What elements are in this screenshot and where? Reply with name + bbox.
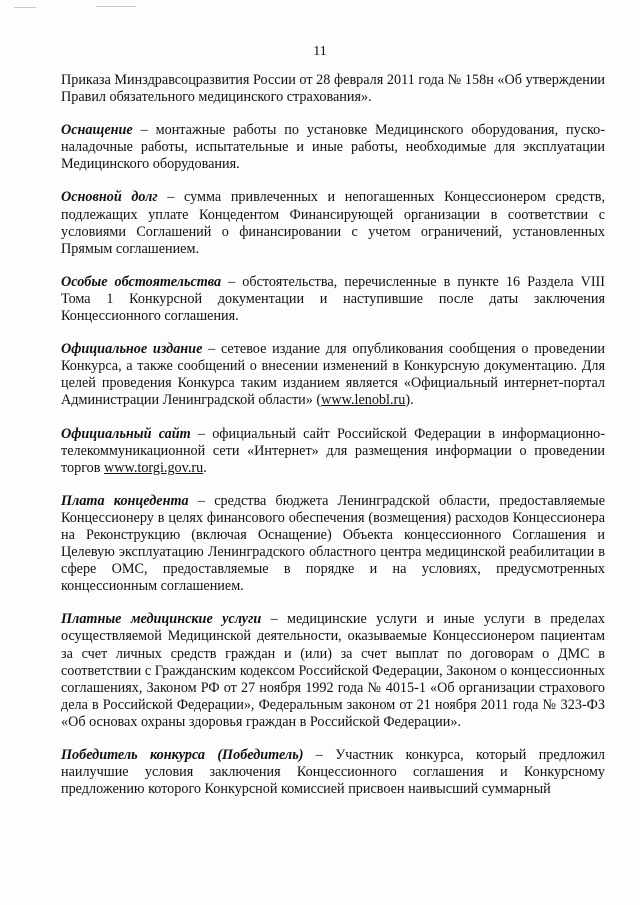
definition-plata-kontsedenta xyxy=(61,493,605,596)
definition-term: Официальный сайт xyxy=(61,425,191,442)
definition-text: – монтажные работы по установке Медицинского оборудования, пуско-наладочные работы, испытательные и иные работы, необходимые для эксплуатации Медицинского оборудования. xyxy=(61,122,605,173)
definition-text: – официальный сайт Российской Федерации в информационно-телекоммуникационной сети «Интернет» для размещения информации о проведении торгов xyxy=(61,425,605,476)
page-number: 11 xyxy=(313,44,327,59)
torgi-link[interactable]: www.torgi.gov.ru xyxy=(104,459,204,476)
definition-text: – сумма привлеченных и непогашенных Концессионером средств, подлежащих уплате Концедентом Финансирующей организации в соответствии с условиями Соглашений о финансировании с учетом ограничений, установленных Прямым соглашением. xyxy=(61,189,605,257)
definition-term: Официальное издание xyxy=(61,341,203,358)
definition-osobye-obstoyatelstva xyxy=(61,274,605,325)
definition-text: – медицинские услуги и иные услуги в пределах осуществляемой Медицинской деятельности, оказываемые Концессионером пациентам за счет личных средств граждан и (или) за счет выплат по договорам о ДМС в соответствии с Гражданским кодексом Российской Федерации, Законом о концессионных соглашениях, Законом РФ от 27 ноября 1992 года № 4015-1 «Об организации страхового дела в Российской Федерации», Федеральным законом от 21 ноября 2011 года № 323-ФЗ «Об основах охраны здоровья граждан в Российской Федерации». xyxy=(61,611,606,730)
scan-speck xyxy=(96,6,136,7)
paragraph-text: Приказа Минздравсоцразвития России от 28 февраля 2011 года № 158н «Об утверждении Правил обязательного медицинского страхования». xyxy=(61,72,605,106)
definition-term: Особые обстоятельства xyxy=(61,273,222,290)
definition-osnovnoy-dolg xyxy=(61,189,605,257)
definition-term: Платные медицинские услуги xyxy=(61,611,262,628)
lenobl-link[interactable]: www.lenobl.ru xyxy=(321,392,406,409)
definition-term: Основной долг xyxy=(61,189,158,206)
document-body xyxy=(61,72,605,814)
definition-tail: ). xyxy=(405,392,414,409)
definition-tail: . xyxy=(203,459,207,476)
definition-term: Победитель конкурса (Победитель) xyxy=(61,747,304,763)
definition-text: – обстоятельства, перечисленные в пункте 16 Раздела VIII Тома 1 Конкурсной документации и наступившие после даты заключения Концессионного соглашения. xyxy=(61,273,605,325)
definition-text: – Участник конкурса, который предложил наилучшие условия заключения Концессионного соглашения и Конкурсному предложению которого Конкурсной комиссией присвоен наивысший суммарный xyxy=(61,747,605,798)
definition-text: – средства бюджета Ленинградской области, предоставляемые Концессионеру в целях финансового обеспечения (возмещения) расходов Концессионера на Реконструкцию (включая Оснащение) Объекта концессионного Соглашения и Целевую эксплуатацию Ленинградского областного центра медицинской реабилитации в сфере ОМС, предоставляемые в порядке и на условиях, предусмотренных концессионным соглашением. xyxy=(61,492,605,595)
scan-speck xyxy=(14,7,36,8)
definition-ofitsialnoe-izdanie xyxy=(61,341,605,409)
definition-term: Плата концедента xyxy=(61,492,189,509)
definition-platnye-uslugi xyxy=(61,611,605,731)
definition-osnashchenie xyxy=(61,122,605,173)
paragraph-continuation xyxy=(61,72,605,106)
definition-pobeditel-konkursa xyxy=(61,747,605,798)
definition-term: Оснащение xyxy=(61,122,133,139)
definition-ofitsialny-sayt xyxy=(61,426,605,477)
definition-text: – сетевое издание для опубликования сообщения о проведении Конкурса, а также сообщений о внесении изменений в Конкурсную документацию. Для целей проведения Конкурса таким изданием является «Официальный интернет-портал Администрации Ленинградской области» ( xyxy=(61,341,605,409)
